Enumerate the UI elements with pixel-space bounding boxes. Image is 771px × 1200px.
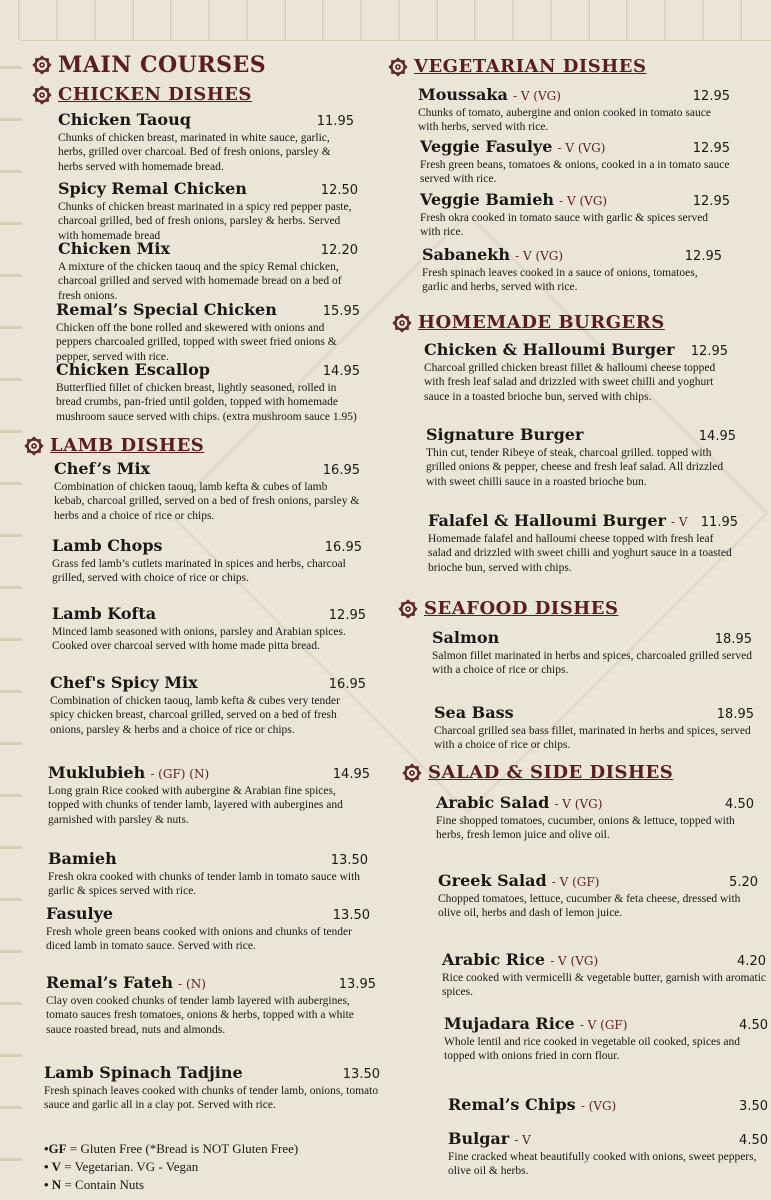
seafood-title: SEAFOOD DISHES (424, 598, 619, 619)
item-description: Chunks of tomato, aubergine and onion cooked in tomato sauce with herbs, served with rice. (418, 106, 711, 133)
item-name: Signature Burger (426, 425, 584, 444)
menu-item (438, 871, 758, 921)
ornament-icon (24, 436, 44, 456)
item-tag: - V (671, 515, 688, 529)
menu-item (56, 360, 360, 424)
item-description: Butterflied fillet of chicken breast, lightly seasoned, rolled in bread crumbs, pan-fried until golden, topped with homemade mushroom sauce served with chips. (extra mushroom sauce 1.95) (56, 381, 357, 423)
item-price: 4.50 (725, 797, 754, 812)
item-description: Whole lentil and rice cooked in vegetable oil cooked, spices and topped with onions fried in corn flour. (444, 1035, 741, 1062)
chicken-title: CHICKEN DISHES (58, 84, 252, 105)
item-description: Fresh spinach leaves cooked in a sauce of onions, tomatoes, garlic and herbs, served with rice. (422, 266, 698, 293)
item-description: Chunks of chicken breast, marinated in white sauce, garlic, herbs, grilled over charcoal. Bed of fresh onions, parsley & herbs served with homemade bread. (58, 131, 331, 173)
item-tag: - V (VG) (512, 89, 561, 103)
item-description: Fresh whole green beans cooked with onions and chunks of tender diced lamb in tomato sauce. Served with rice. (46, 925, 352, 952)
menu-item (420, 190, 730, 240)
item-price: 12.20 (320, 243, 358, 258)
item-tag: - V (VG) (515, 249, 564, 263)
menu-item (50, 673, 366, 737)
item-name: Remal’s Fateh (46, 973, 174, 992)
item-tag: - V (GF) (551, 875, 600, 889)
menu-item (54, 459, 360, 523)
item-tag: - V (VG) (559, 194, 608, 208)
item-price: 14.95 (322, 364, 360, 379)
menu-item (48, 763, 370, 827)
menu-item (58, 110, 354, 174)
item-price: 18.95 (714, 632, 752, 647)
vegetarian-title: VEGETARIAN DISHES (414, 56, 647, 77)
item-description: Minced lamb seasoned with onions, parsley and Arabian spices. Cooked over charcoal served with home made pitta bread. (52, 625, 346, 652)
menu-item (426, 425, 736, 489)
item-description: Charcoal grilled chicken breast fillet & halloumi cheese topped with fresh leaf salad and drizzled with sweet chilli and yoghurt sauce in a toasted brioche bun, served with chips. (424, 361, 716, 403)
item-description: Combination of chicken taouq, lamb kefta & cubes of lamb kebab, charcoal grilled, served on a bed of fresh onions, parsley & herbs and a choice of rice or chips. (54, 480, 360, 522)
menu-item (432, 628, 752, 678)
item-price: 14.95 (332, 767, 370, 782)
menu-item (46, 904, 370, 954)
menu-item (448, 1129, 768, 1179)
item-name: Arabic Salad (436, 793, 550, 812)
item-tag: - V (VG) (557, 141, 606, 155)
item-name: Mujadara Rice (444, 1014, 575, 1033)
menu-item (58, 179, 358, 243)
item-price: 12.95 (328, 608, 366, 623)
item-name: Bulgar (448, 1129, 510, 1148)
ornament-icon (32, 85, 52, 105)
menu-item (434, 703, 754, 753)
item-description: Chicken off the bone rolled and skewered with onions and peppers charcoaled grilled, topped with sweet fried onions & pepper, served with rice. (56, 321, 337, 363)
item-description: Chunks of chicken breast marinated in a spicy red pepper paste, charcoal grilled, bed of fresh onions, parsley & herbs. Served with homemade bread (58, 200, 352, 242)
item-description: Fresh okra cooked in tomato sauce with garlic & spices served with rice. (420, 211, 709, 238)
item-tag: - (VG) (580, 1099, 617, 1113)
item-price: 4.20 (737, 954, 766, 969)
item-tag: - V (VG) (550, 954, 599, 968)
item-description: Chopped tomatoes, lettuce, cucumber & feta cheese, dressed with olive oil, herbs and dash of lemon juice. (438, 892, 741, 919)
item-price: 13.50 (332, 908, 370, 923)
item-description: A mixture of the chicken taouq and the spicy Remal chicken, charcoal grilled and served with homemade bread on a bed of fresh onions. (58, 260, 342, 302)
menu-item (420, 137, 730, 187)
menu-item (436, 793, 754, 843)
item-price: 13.50 (342, 1067, 380, 1082)
ornament-icon (392, 313, 412, 333)
item-tag: - (N) (178, 977, 206, 991)
main-courses-heading (32, 52, 266, 78)
item-description: Fresh green beans, tomatoes & onions, cooked in a in tomato sauce served with rice. (420, 158, 730, 185)
legend-text: = Vegetarian. VG - Vegan (64, 1159, 199, 1174)
item-description: Salmon fillet marinated in herbs and spices, charcoaled grilled served with a choice of rice or chips. (432, 649, 752, 676)
item-name: Chicken & Halloumi Burger (424, 340, 675, 359)
item-description: Charcoal grilled sea bass fillet, marinated in herbs and spices, served with a choice of rice or chips. (434, 724, 751, 751)
item-price: 14.95 (698, 429, 736, 444)
menu-item (422, 245, 722, 295)
legend-row (44, 1158, 298, 1176)
legend-text: = Gluten Free (*Bread is NOT Gluten Free) (69, 1141, 299, 1156)
item-price: 12.95 (692, 141, 730, 156)
menu-item (46, 973, 376, 1037)
legend-row (44, 1140, 298, 1158)
menu-item (52, 536, 362, 586)
item-description: Fine cracked wheat beautifully cooked with onions, sweet peppers, olive oil & herbs. (448, 1150, 757, 1177)
item-name: Arabic Rice (442, 950, 546, 969)
item-price: 12.95 (684, 249, 722, 264)
item-price: 16.95 (328, 677, 366, 692)
item-name: Chicken Taouq (58, 110, 191, 129)
chicken-heading (32, 84, 252, 105)
item-price: 11.95 (316, 114, 354, 129)
menu-item (428, 511, 738, 575)
item-price: 3.50 (739, 1099, 768, 1114)
item-description: Thin cut, tender Ribeye of steak, charcoal grilled. topped with grilled onions & pepper, cheese and fresh leaf salad. All drizzled with sweet chilli sauce in a roasted brioche bun. (426, 446, 724, 488)
item-name: Falafel & Halloumi Burger (428, 511, 666, 530)
item-name: Chef’s Mix (54, 459, 151, 478)
item-name: Lamb Chops (52, 536, 163, 555)
item-price: 4.50 (739, 1018, 768, 1033)
item-description: Long grain Rice cooked with aubergine & Arabian fine spices, topped with chunks of tender lamb, layered with aubergines and garnished with parsley & nuts. (48, 784, 343, 826)
burgers-heading (392, 312, 665, 333)
main-courses-title: MAIN COURSES (58, 52, 267, 78)
ornament-icon (398, 599, 418, 619)
decorative-top-border (0, 0, 771, 41)
ornament-icon (32, 55, 52, 75)
item-name: Fasulye (46, 904, 114, 923)
item-description: Grass fed lamb’s cutlets marinated in spices and herbs, charcoal grilled, served with choice of rice or chips. (52, 557, 346, 584)
dietary-legend (44, 1140, 298, 1194)
item-tag: - (GF) (N) (150, 767, 210, 781)
item-name: Lamb Spinach Tadjine (44, 1063, 243, 1082)
item-name: Moussaka (418, 85, 508, 104)
item-name: Veggie Fasulye (420, 137, 553, 156)
item-price: 13.50 (330, 853, 368, 868)
salad-heading (402, 762, 673, 783)
item-name: Sabanekh (422, 245, 511, 264)
item-description: Clay oven cooked chunks of tender lamb layered with aubergines, tomato sauces fresh tomatoes, onions & herbs, topped with a white sauce roasted bread, nuts and almonds. (46, 994, 354, 1036)
menu-item (442, 950, 766, 1000)
item-description: Fresh okra cooked with chunks of tender lamb in tomato sauce with garlic & spices served with rice. (48, 870, 361, 897)
menu-item (444, 1014, 768, 1064)
decorative-left-border (0, 40, 22, 1200)
item-name: Remal’s Special Chicken (56, 300, 277, 319)
menu-item (58, 239, 358, 303)
menu-item (52, 604, 366, 654)
item-price: 16.95 (322, 463, 360, 478)
ornament-icon (388, 57, 408, 77)
item-name: Veggie Bamieh (420, 190, 555, 209)
menu-item (448, 1095, 768, 1115)
item-name: Salmon (432, 628, 500, 647)
item-name: Spicy Remal Chicken (58, 179, 247, 198)
ornament-icon (402, 763, 422, 783)
item-price: 13.95 (338, 977, 376, 992)
legend-key: • V (44, 1159, 61, 1174)
item-description: Fresh spinach leaves cooked with chunks of tender lamb, onions, tomato sauce and garlic all in a clay pot. Served with rice. (44, 1084, 379, 1111)
item-name: Muklubieh (48, 763, 146, 782)
legend-row (44, 1176, 298, 1194)
vegetarian-heading (388, 56, 646, 77)
menu-item (44, 1063, 380, 1113)
item-tag: - V (GF) (579, 1018, 628, 1032)
item-price: 18.95 (716, 707, 754, 722)
item-price: 16.95 (324, 540, 362, 555)
item-price: 12.95 (692, 89, 730, 104)
item-tag: - V (VG) (554, 797, 603, 811)
item-name: Chicken Mix (58, 239, 170, 258)
legend-key: • N (44, 1177, 62, 1192)
item-price: 11.95 (700, 515, 738, 530)
legend-text: = Contain Nuts (64, 1177, 145, 1192)
item-name: Remal’s Chips (448, 1095, 576, 1114)
lamb-heading (24, 435, 204, 456)
item-name: Bamieh (48, 849, 117, 868)
seafood-heading (398, 598, 618, 619)
item-name: Chicken Escallop (56, 360, 210, 379)
menu-item (418, 85, 730, 135)
menu-item (48, 849, 368, 899)
item-price: 12.95 (690, 344, 728, 359)
item-tag: - V (514, 1133, 531, 1147)
burgers-title: HOMEMADE BURGERS (418, 312, 665, 333)
item-price: 4.50 (739, 1133, 768, 1148)
item-name: Chef's Spicy Mix (50, 673, 198, 692)
item-price: 12.50 (320, 183, 358, 198)
item-price: 15.95 (322, 304, 360, 319)
item-description: Combination of chicken taouq, lamb kefta & cubes very tender spicy chicken breast, charcoal grilled, served on a bed of fresh onions, parsley & herbs and a choice of rice or chips. (50, 694, 340, 736)
item-price: 5.20 (729, 875, 758, 890)
item-name: Lamb Kofta (52, 604, 157, 623)
menu-item (56, 300, 360, 364)
lamb-title: LAMB DISHES (50, 435, 205, 456)
item-price: 12.95 (692, 194, 730, 209)
item-description: Homemade falafel and halloumi cheese topped with fresh leaf salad and drizzled with sweet chilli and yoghurt sauce in a toasted brioche bun, served with chips. (428, 532, 732, 574)
item-description: Fine shopped tomatoes, cucumber, onions & lettuce, topped with herbs, fresh lemon juice and olive oil. (436, 814, 735, 841)
item-description: Rice cooked with vermicelli & vegetable butter, garnish with aromatic spices. (442, 971, 766, 998)
item-name: Greek Salad (438, 871, 547, 890)
menu-item (424, 340, 728, 404)
salad-title: SALAD & SIDE DISHES (428, 762, 674, 783)
item-name: Sea Bass (434, 703, 514, 722)
legend-key: •GF (44, 1141, 67, 1156)
